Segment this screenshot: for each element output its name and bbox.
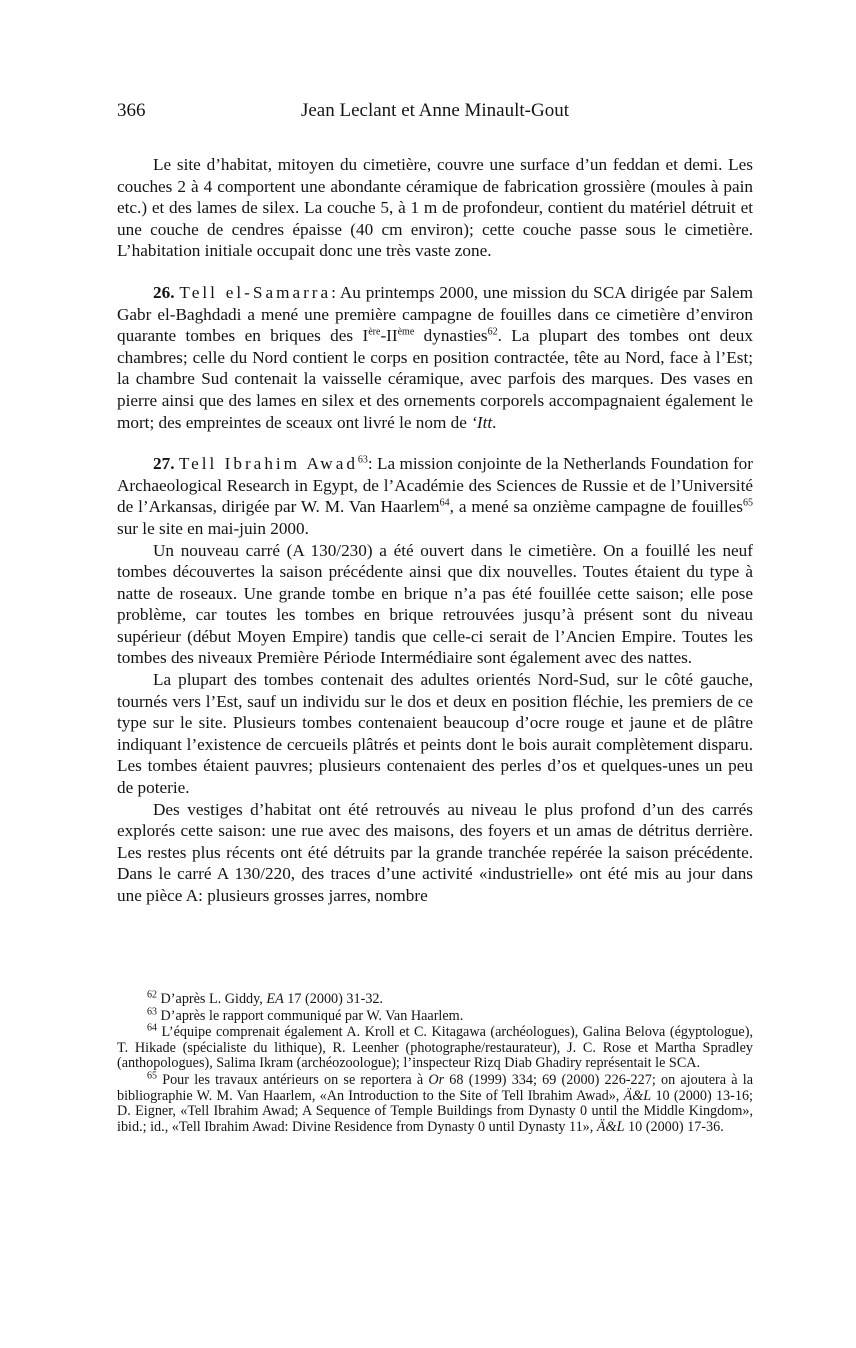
section-number: 26. <box>153 282 175 302</box>
page-number: 366 <box>117 100 146 121</box>
royal-name: ‘Itt <box>471 412 493 432</box>
site-name: Tell el-Samarra <box>179 282 332 302</box>
page-header <box>117 100 753 134</box>
journal-abbrev: Ä&L <box>623 1087 652 1104</box>
superscript: ème <box>397 326 415 338</box>
superscript: ère <box>368 326 381 338</box>
footnote-text: L’équipe comprenait également A. Kroll et C. Kitagawa (archéologues), Galina Belova (égyptologue), T. Hikade (spécialiste du lithique), R. Leenher (photographe/restaurateur), J. C. Rose et Martha Spradley (anthopologues), Salima Ikram (archéozoologue); l’inspecteur Rizq Diab Ghadiry représentait le SCA. <box>117 1024 753 1072</box>
journal-abbrev: EA <box>266 991 284 1007</box>
paragraph-habitat: Le site d’habitat, mitoyen du cimetière, couvre une surface d’un feddan et demi. Les couches 2 à 4 comportent une abondante céramique de fabrication grossière (moules à pain etc.) et des lames de silex. La couche 5, à 1 m de profondeur, contient du matériel détruit et une couche de cendres épaisse (40 cm environ); cette couche passe sous le cimetière. L’habitation initiale occupait donc une très vaste zone. <box>117 155 753 261</box>
footnote-text: D’après L. Giddy, <box>157 991 267 1007</box>
section-text: dynasties <box>414 326 488 346</box>
section-26 <box>117 282 753 433</box>
footnote-62 <box>117 989 753 1008</box>
running-head: Jean Leclant et Anne Minault-Gout <box>300 100 570 121</box>
footnote-number: 62 <box>147 989 157 1001</box>
journal-abbrev: Ä&L <box>596 1118 625 1135</box>
footnote-text: 17 (2000) 31-32. <box>283 991 384 1007</box>
journal-abbrev: Or <box>428 1071 445 1088</box>
section-number: 27. <box>153 454 175 474</box>
footnote-ref-62: 62 <box>487 326 498 338</box>
footnote-ref-63: 63 <box>357 454 368 466</box>
footnote-number: 63 <box>147 1005 157 1017</box>
section-text: . <box>492 412 497 432</box>
section-text: , a mené sa onzième campagne de fouilles <box>449 497 743 517</box>
section-text: : La mission conjointe de la Netherlands Foundation for Archaeological Research in Egypt, de l’Académie des Sciences de Russie et de l’Université de l’Arkansas, dirigée par W. M. Van Haarlem <box>117 454 754 517</box>
footnote-text: 10 (2000) 13-16; D. Eigner, «Tell Ibrahim Awad; A Sequence of Temple Buildings from Dynasty 0 until the Middle Kingdom», ibid.; id., «Tell Ibrahim Awad: Divine Residence from Dynasty 0 until Dynasty 11», <box>117 1087 753 1135</box>
section-text: -II <box>380 326 398 346</box>
paragraph-new-square: Un nouveau carré (A 130/230) a été ouvert dans le cimetière. On a fouillé les neuf tombes découvertes la saison précédente ainsi que dix nouvelles. Toutes étaient du type à natte de roseaux. Une grande tombe en brique n’a pas été fouillée cette saison; elle pose problème, car toutes les tombes en brique retrouvées jusqu’à présent sont du niveau supérieur (début Moyen Empire) tandis que celle-ci serait de l’Ancien Empire. Toutes les tombes des niveaux Première Période Intermédiaire sont également avec des nattes. <box>117 540 753 668</box>
footnote-number: 65 <box>147 1070 157 1082</box>
footnote-ref-64: 64 <box>439 497 450 509</box>
section-text: sur le site en mai-juin 2000. <box>117 518 309 538</box>
footnotes <box>117 989 753 1136</box>
section-27 <box>117 453 753 539</box>
footnote-text: 10 (2000) 17-36. <box>624 1118 724 1135</box>
site-name: Tell Ibrahim Awad <box>178 454 358 474</box>
paragraph-habitat-remains: Des vestiges d’habitat ont été retrouvés au niveau le plus profond d’un des carrés explorés cette saison: une rue avec des maisons, des foyers et un amas de détritus derrière. Les restes plus récents ont été détruits par la grande tranchée repérée la saison précédente. Dans le carré A 130/220, des traces d’une activité «industrielle» ont été mis au jour dans une pièce A: plusieurs grosses jarres, nombre <box>117 799 753 905</box>
footnote-ref-65: 65 <box>743 497 753 509</box>
footnote-65 <box>117 1070 753 1135</box>
main-text <box>117 154 753 907</box>
paragraph-burials: La plupart des tombes contenait des adultes orientés Nord-Sud, sur le côté gauche, tournés vers l’Est, sauf un individu sur le dos et deux en position fléchie, les premiers de ce type sur le site. Plusieurs tombes contenaient beaucoup d’ocre rouge et jaune et de plâtre indiquant l’existence de cercueils plâtrés et peints dont le bois aurait complètement disparu. Les tombes étaient pauvres; plusieurs contenaient des perles d’os et quelques-unes un peu de poterie. <box>117 670 753 798</box>
footnote-text: 68 (1999) 334; 69 (2000) 226-227; on ajoutera à la bibliographie W. M. Van Haarlem, «An Introduction to the Site of Tell Ibrahim Awad», <box>117 1071 753 1104</box>
footnote-text: Pour les travaux antérieurs on se reportera à <box>157 1071 429 1088</box>
section-text: : Au printemps 2000, une mission du SCA dirigée par Salem Gabr el-Baghdadi a mené une première campagne de fouilles dans ce cimetière d’environ quarante tombes en briques des I <box>117 282 753 346</box>
section-text: . La plupart des tombes ont deux chambres; celle du Nord contient le corps en position contractée, tête au Nord, face à l’Est; la chambre Sud contenait la vaisselle céramique, avec parfois des marques. Des vases en pierre ainsi que des lames en silex et des ornements corporels accompagnaient également le mort; des empreintes de sceaux ont livré le nom de <box>117 326 753 432</box>
footnote-63 <box>117 1005 753 1025</box>
footnote-text: D’après le rapport communiqué par W. Van Haarlem. <box>157 1007 464 1024</box>
footnote-number: 64 <box>147 1022 157 1034</box>
footnote-64 <box>117 1022 753 1072</box>
